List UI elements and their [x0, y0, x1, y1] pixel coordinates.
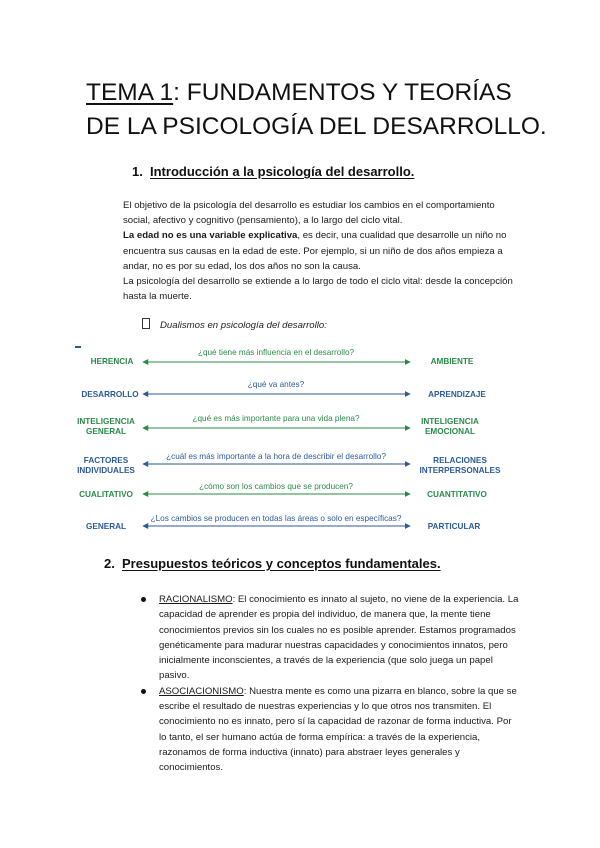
term-racionalismo: RACIONALISMO [159, 594, 233, 605]
dualisms-heading-text: Dualismos en psicología del desarrollo: [160, 320, 327, 331]
section2-heading [104, 556, 441, 571]
age-paragraph [123, 228, 523, 274]
list-item [141, 592, 521, 684]
section2-title: Presupuestos teóricos y conceptos fundamentales. [122, 556, 441, 571]
dualism-right-ambiente: AMBIENTE [430, 357, 474, 366]
dualism-left-desarrollo: DESARROLLO [81, 390, 139, 399]
section1-body [123, 198, 523, 304]
dualisms-diagram [0, 340, 600, 540]
section1-title: Introducción a la psicología del desarrollo. [150, 164, 415, 179]
checkbox-bullet-icon [142, 318, 150, 329]
section1-number: 1. [132, 164, 143, 179]
dualisms-heading [142, 318, 327, 331]
bullet-dot-icon [141, 689, 146, 694]
dualism-right-aprendizaje: APRENDIZAJE [428, 390, 486, 399]
dualism-left-factores-individuales: FACTORES INDIVIDUALES [77, 456, 135, 475]
dualism-left-herencia: HERENCIA [90, 357, 134, 366]
page-title [86, 76, 566, 144]
dualism-question-2: ¿qué va antes? [247, 380, 305, 389]
dualism-left-inteligencia-general: INTELIGENCIA GENERAL [77, 417, 135, 436]
intro-paragraph: El objetivo de la psicología del desarrollo es estudiar los cambios en el comportamiento social, afectivo y cognitivo (pensamiento), a lo largo del ciclo vital. [123, 200, 495, 227]
dualisms-arrows [0, 340, 600, 540]
definition-asociacionismo: : Nuestra mente es como una pizarra en blanco, sobre la que se escribe el resultado de nuestras experiencias y lo que otros nos transmiten. El conocimiento no es innato, pero sí la capacidad de razonar de forma inductiva. Por lo tanto, el ser humano actúa de forma empírica: a través de la experiencia, razonamos de forma inductiva (innato) para abstraer leyes generales y conocimientos. [159, 685, 517, 774]
list-item [141, 684, 521, 776]
lifespan-paragraph: La psicología del desarrollo se extiende a lo largo de todo el ciclo vital: desde la concepción hasta la muerte. [123, 276, 513, 303]
bullet-dot-icon [141, 597, 146, 602]
dualism-question-4: ¿cuál es más importante a la hora de describir el desarrollo? [166, 452, 386, 461]
dualism-left-general: GENERAL [85, 522, 127, 531]
dualism-question-1: ¿qué tiene más influencia en el desarrollo? [197, 348, 355, 357]
dualism-question-5: ¿cómo son los cambios que se producen? [199, 482, 353, 491]
dualism-right-relaciones-interpersonales: RELACIONES INTERPERSONALES [419, 456, 501, 475]
concepts-list [141, 592, 521, 776]
age-paragraph-rest: , es decir, una cualidad que desarrolle un niño no encuentra sus causas en la edad de este. Por ejemplo, si un niño de dos años empieza a andar, no es por su edad, los dos años no son la causa. [123, 230, 507, 272]
section1-heading [132, 164, 414, 179]
title-topic: TEMA 1 [86, 79, 174, 106]
definition-racionalismo: : El conocimiento es innato al sujeto, no viene de la experiencia. La capacidad de aprender es propia del individuo, de manera que, la mente tiene conocimientos previos sin los cuales no es posible aprender. Estamos programados genéticamente para madurar nuestras capacidades y conocimientos innatos, pero inicialmente inconscientes, a través de la experiencia (que solo juega un papel pasivo. [159, 594, 519, 682]
section2-number: 2. [104, 556, 115, 571]
dualism-right-inteligencia-emocional: INTELIGENCIA EMOCIONAL [421, 417, 479, 436]
age-emphasis: La edad no es una variable explicativa [123, 230, 298, 242]
dualism-left-cualitativo: CUALITATIVO [79, 490, 133, 499]
dualism-right-particular: PARTICULAR [427, 522, 481, 531]
term-asociacionismo: ASOCIACIONISMO [159, 685, 244, 697]
dualism-question-6: ¿Los cambios se producen en todas las áreas o solo en específicas? [150, 514, 402, 523]
dualism-right-cuantitativo: CUANTITATIVO [427, 490, 487, 499]
title-line1-rest: : FUNDAMENTOS Y TEORÍAS [173, 79, 512, 106]
title-line2: DE LA PSICOLOGÍA DEL DESARROLLO. [86, 113, 547, 140]
dualism-question-3: ¿qué es más importante para una vida plena? [192, 414, 360, 423]
